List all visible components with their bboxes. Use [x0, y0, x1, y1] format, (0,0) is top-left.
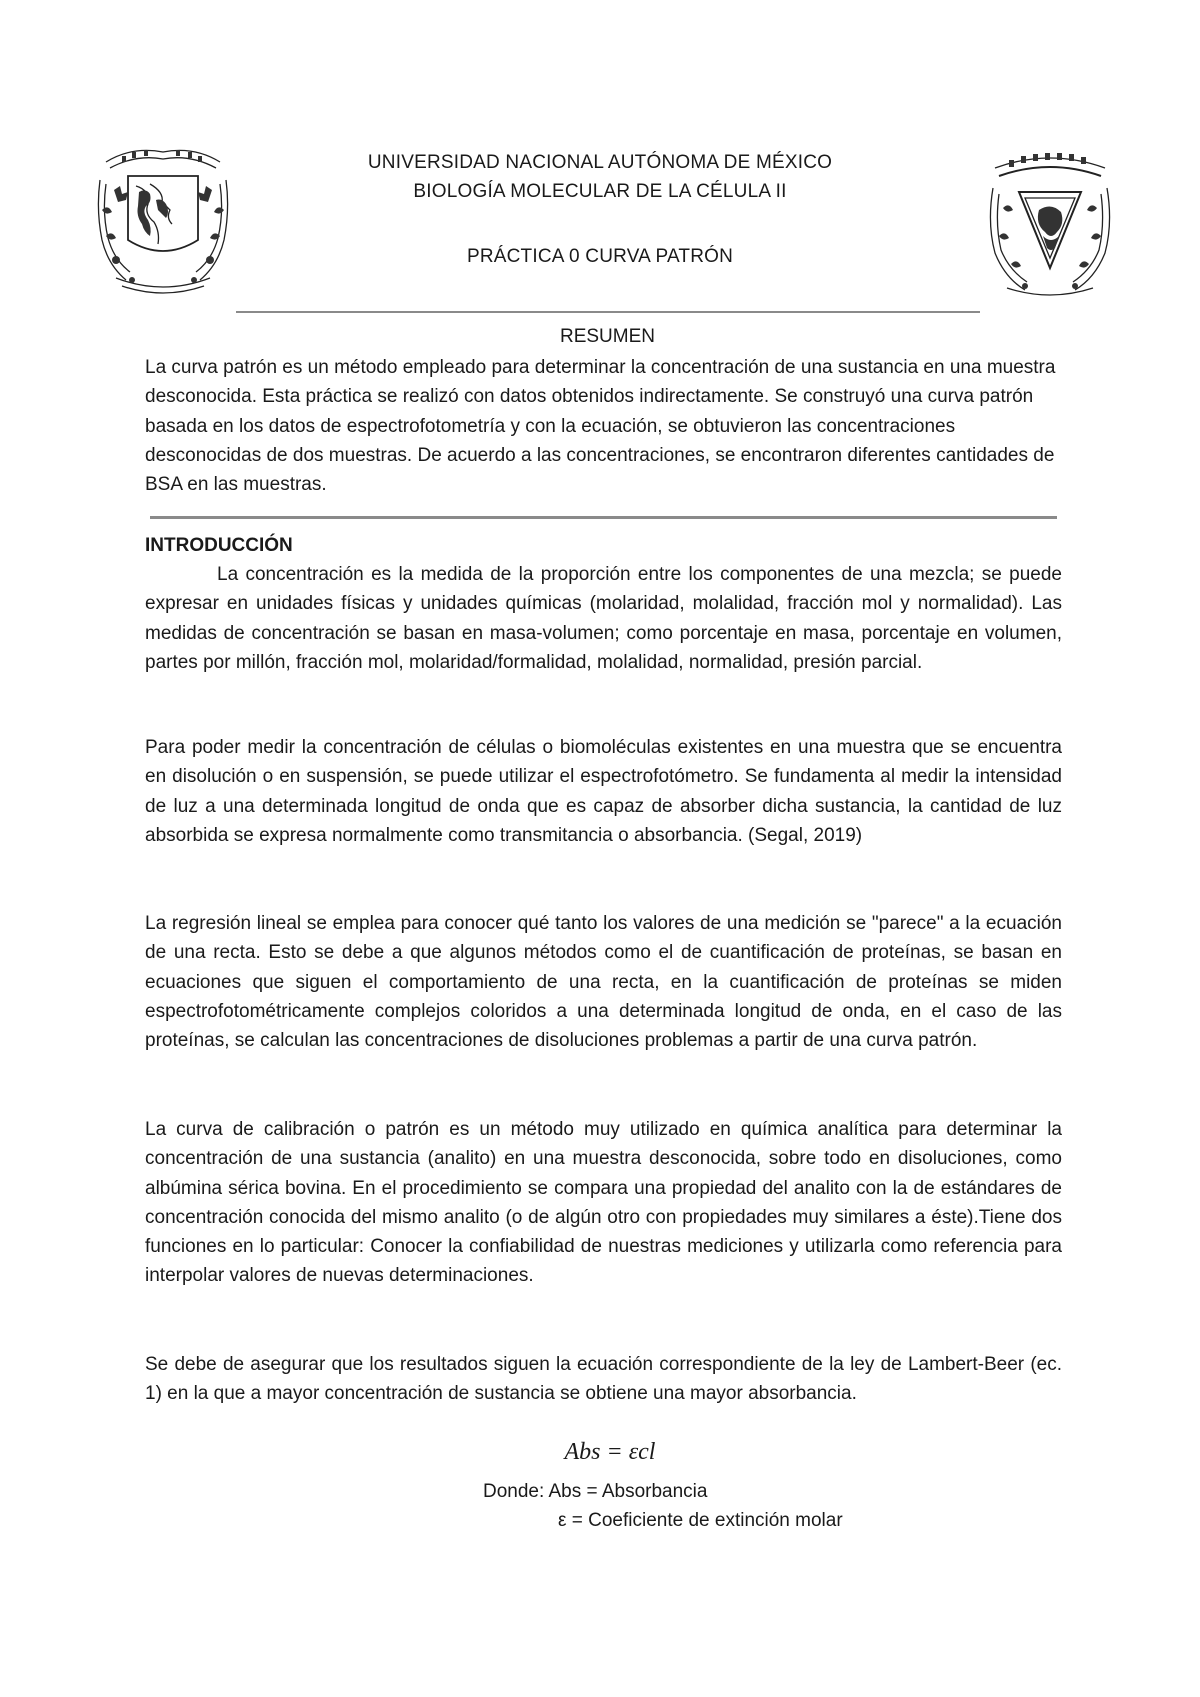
equation-legend-abs: Donde: Abs = Absorbancia: [483, 1481, 708, 1502]
intro-paragraph-1: La concentración es la medida de la proporción entre los componentes de una mezcla; se puede expresar en unidades físicas y unidades químicas (molaridad, molalidad, fracción mol y normalidad). Las medidas de concentración se basan en masa-volumen; como porcentaje en masa, porcentaje en volumen, partes por millón, fracción mol, molaridad/formalidad, molalidad, normalidad, presión parcial.: [145, 564, 1062, 673]
course-name: BIOLOGÍA MOLECULAR DE LA CÉLULA II: [413, 181, 787, 202]
intro-paragraph-5: Se debe de asegurar que los resultados siguen la ecuación correspondiente de la ley de Lambert-Beer (ec. 1) en la que a mayor concentración de sustancia se obtiene una mayor absorbancia.: [145, 1354, 1062, 1405]
document-header: [230, 148, 970, 271]
faculty-sciences-seal-logo: [985, 148, 1115, 298]
resumen-heading: RESUMEN: [559, 326, 655, 347]
university-name: UNIVERSIDAD NACIONAL AUTÓNOMA DE MÉXICO: [367, 152, 833, 173]
resumen-paragraph: La curva patrón es un método empleado para determinar la concentración de una sustancia en una muestra desconocida. Esta práctica se realizó con datos obtenidos indirectamente. Se construyó una curva patrón basada en los datos de espectrofotometría y con la ecuación, se obtuvieron las concentraciones desconocidas de dos muestras. De acuerdo a las concentraciones, se encontraron diferentes cantidades de BSA en las muestras.: [145, 357, 1056, 496]
intro-paragraph-2: Para poder medir la concentración de células o biomoléculas existentes en una muestra que se encuentra en disolución o en suspensión, se puede utilizar el espectrofotómetro. Se fundamenta al medir la intensidad de luz a una determinada longitud de onda que es capaz de absorber dicha sustancia, la cantidad de luz absorbida se expresa normalmente como transmitancia o absorbancia. (Segal, 2019): [145, 737, 1062, 846]
lambert-beer-equation: Abs = εcl: [564, 1439, 656, 1465]
intro-paragraph-4: La curva de calibración o patrón es un método muy utilizado en química analítica para determinar la concentración de una sustancia (analito) en una muestra desconocida, sobre todo en disoluciones, como albúmina sérica bovina. En el procedimiento se compara una propiedad del analito con la de estándares de concentración conocida del mismo analito (o de algún otro con propiedades muy similares a éste).Tiene dos funciones en lo particular: Conocer la confiabilidad de nuestras mediciones y utilizarla como referencia para interpolar valores de nuevas determinaciones.: [145, 1119, 1062, 1287]
practice-title: PRÁCTICA 0 CURVA PATRÓN: [466, 246, 734, 267]
header-divider: [236, 311, 980, 313]
resumen-divider: [150, 516, 1057, 519]
unam-seal-logo: [92, 140, 234, 295]
equation-legend-epsilon: ε = Coeficiente de extinción molar: [558, 1510, 843, 1531]
intro-paragraph-3: La regresión lineal se emplea para conocer qué tanto los valores de una medición se "parece" a la ecuación de una recta. Esto se debe a que algunos métodos como el de cuantificación de proteínas, se basan en ecuaciones que siguen el comportamiento de una recta, en la cuantificación de proteínas se miden espectrofotométricamente complejos coloridos a una determinada longitud de onda, en el caso de las proteínas, se calculan las concentraciones de disoluciones problemas a partir de una curva patrón.: [145, 913, 1062, 1052]
introduccion-heading: INTRODUCCIÓN: [145, 535, 293, 556]
